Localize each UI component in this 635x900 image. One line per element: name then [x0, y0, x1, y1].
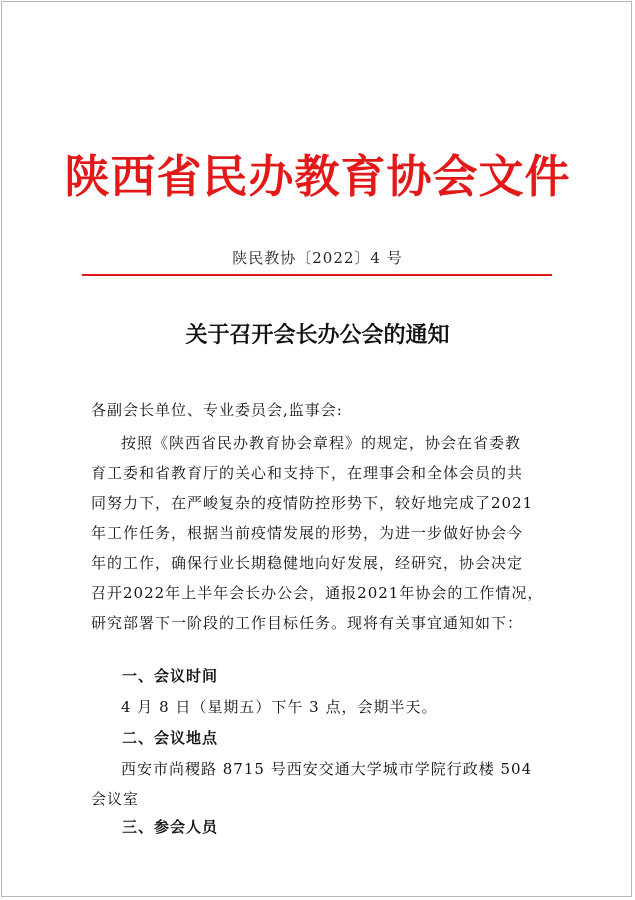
document-masthead: 陕西省民办教育协会文件: [64, 150, 571, 203]
paragraph-line: 年工作任务，根据当前疫情发展的形势，为进一步做好协会今: [91, 524, 524, 542]
paragraph-line: 按照《陕西省民办教育协会章程》的规定，协会在省委教: [121, 434, 522, 452]
section-time-body: [91, 692, 547, 722]
document-number: 陕民教协〔2022〕4 号: [232, 249, 403, 267]
section-heading-place: 二、会议地点: [122, 729, 219, 747]
section-heading-time: 一、会议时间: [122, 667, 219, 685]
place-text-line: 会议室: [91, 790, 140, 808]
red-separator-line: [82, 274, 552, 276]
section-heading-attendees: 三、参会人员: [122, 818, 219, 836]
place-text-line: 西安市尚稷路 8715 号西安交通大学城市学院行政楼 504: [121, 760, 533, 778]
section-place-body: [91, 754, 547, 814]
paragraph-line: 研究部署下一阶段的工作目标任务。现将有关事宜通知如下：: [91, 614, 524, 632]
salutation: [91, 395, 547, 425]
body-paragraph: [91, 428, 547, 638]
salutation-text: 各副会长单位、专业委员会,监事会:: [91, 401, 343, 419]
time-text: 4 月 8 日（星期五）下午 3 点，会期半天。: [121, 698, 438, 716]
paragraph-line: 年的工作，确保行业长期稳健地向好发展，经研究，协会决定: [91, 554, 524, 572]
document-title: 关于召开会长办公会的通知: [185, 322, 450, 348]
paragraph-line: 同努力下，在严峻复杂的疫情防控形势下，较好地完成了2021: [91, 494, 534, 512]
paragraph-line: 育工委和省教育厅的关心和支持下，在理事会和全体会员的共: [91, 464, 524, 482]
paragraph-line: 召开2022年上半年会长办公会，通报2021年协会的工作情况，: [91, 584, 544, 602]
